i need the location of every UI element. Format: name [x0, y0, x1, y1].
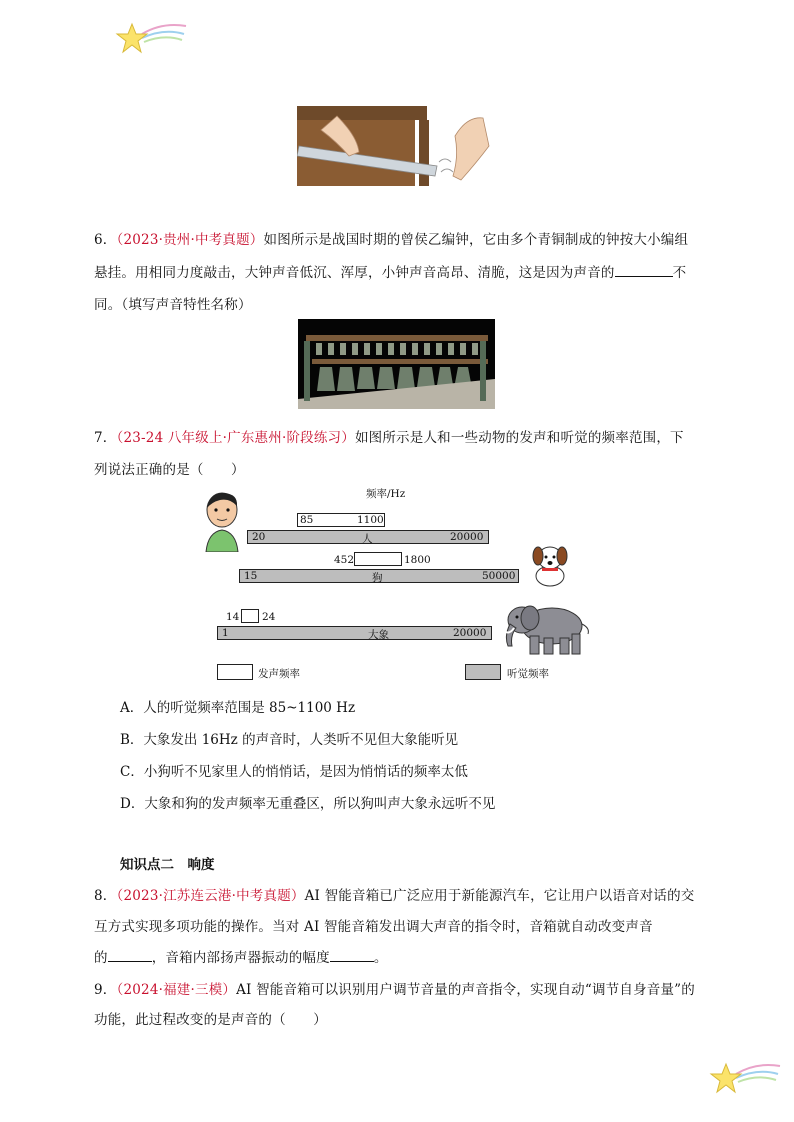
- dog-hear-low: 15: [244, 570, 258, 582]
- star-decoration-icon: [706, 1058, 782, 1098]
- question-6-line-3: 同。（填写声音特性名称）: [94, 297, 252, 313]
- section-heading: 知识点二 响度: [120, 857, 215, 873]
- question-source: （23-24 八年级上·广东惠州·阶段练习）: [116, 430, 355, 446]
- option-d[interactable]: D．大象和狗的发声频率无重叠区，所以狗叫声大象永远听不见: [120, 796, 496, 812]
- elephant-illustration: [500, 600, 592, 656]
- legend-hear-label: 听觉频率: [507, 668, 549, 680]
- question-6-line-2: 悬挂。用相同力度敲击，大钟声音低沉、浑厚，小钟声音高昂、清脆，这是因为声音的 不: [94, 265, 687, 281]
- option-b[interactable]: B．大象发出 16Hz 的声音时，人类听不见但大象能听见: [120, 732, 459, 748]
- human-hear-high: 20000: [450, 531, 484, 543]
- chart-title: 频率/Hz: [366, 488, 406, 500]
- human-hear-low: 20: [252, 531, 266, 543]
- boy-illustration: [200, 490, 244, 552]
- elephant-label: 大象: [368, 629, 389, 641]
- question-7-line-2: 列说法正确的是（ ）: [94, 462, 245, 478]
- legend-emit-label: 发声频率: [258, 668, 300, 680]
- option-c[interactable]: C．小狗听不见家里人的悄悄话，是因为悄悄话的频率太低: [120, 764, 468, 780]
- dog-emit-low: 452: [334, 554, 355, 566]
- dog-emit-high: 1800: [404, 554, 431, 566]
- question-7-line-1: 7．（23-24 八年级上·广东惠州·阶段练习）如图所示是人和一些动物的发声和听觉的频率范围，下: [94, 430, 684, 446]
- dog-label: 狗: [372, 572, 383, 584]
- question-9-line-2: 功能，此过程改变的是声音的（ ）: [94, 1012, 327, 1028]
- answer-blank[interactable]: [330, 949, 374, 962]
- dog-emit-bar: [354, 552, 402, 566]
- ruler-table-figure: [297, 106, 497, 186]
- elephant-hear-low: 1: [222, 627, 229, 639]
- question-8-line-1: 8．（2023·江苏连云港·中考真题）AI 智能音箱已广泛应用于新能源汽车，它让用户以语音对话的交: [94, 888, 695, 904]
- elephant-emit-low: 14: [226, 611, 240, 623]
- question-source: （2023·江苏连云港·中考真题）: [116, 888, 305, 904]
- elephant-hear-bar: [217, 626, 492, 640]
- human-label: 人: [362, 533, 373, 545]
- question-source: （2024·福建·三模）: [116, 982, 237, 998]
- option-a[interactable]: A．人的听觉频率范围是 85~1100 Hz: [120, 700, 356, 716]
- star-decoration-icon: [112, 18, 188, 58]
- question-9-line-1: 9．（2024·福建·三模）AI 智能音箱可以识别用户调节音量的声音指令，实现自动“调节自身音量”的: [94, 982, 695, 998]
- question-8-line-2: 互方式实现多项功能的操作。当对 AI 智能音箱发出调大声音的指令时，音箱就自动改变声音: [94, 919, 653, 935]
- human-emit-high: 1100: [357, 514, 384, 526]
- answer-blank[interactable]: [615, 264, 673, 277]
- elephant-emit-bar: [241, 609, 259, 623]
- legend-emit-swatch: [217, 664, 253, 680]
- question-8-line-3: 的 ，音箱内部扬声器振动的幅度 。: [94, 950, 388, 966]
- elephant-emit-high: 24: [262, 611, 276, 623]
- dog-hear-high: 50000: [482, 570, 516, 582]
- legend-hear-swatch: [465, 664, 501, 680]
- question-6-line-1: 6．（2023·贵州·中考真题）如图所示是战国时期的曾侯乙编钟，它由多个青铜制成的钟按大小编组: [94, 232, 689, 248]
- dog-illustration: [528, 542, 572, 590]
- elephant-hear-high: 20000: [453, 627, 487, 639]
- answer-blank[interactable]: [108, 949, 152, 962]
- question-source: （2023·贵州·中考真题）: [116, 232, 264, 248]
- bells-figure: [298, 319, 495, 409]
- human-emit-low: 85: [300, 514, 314, 526]
